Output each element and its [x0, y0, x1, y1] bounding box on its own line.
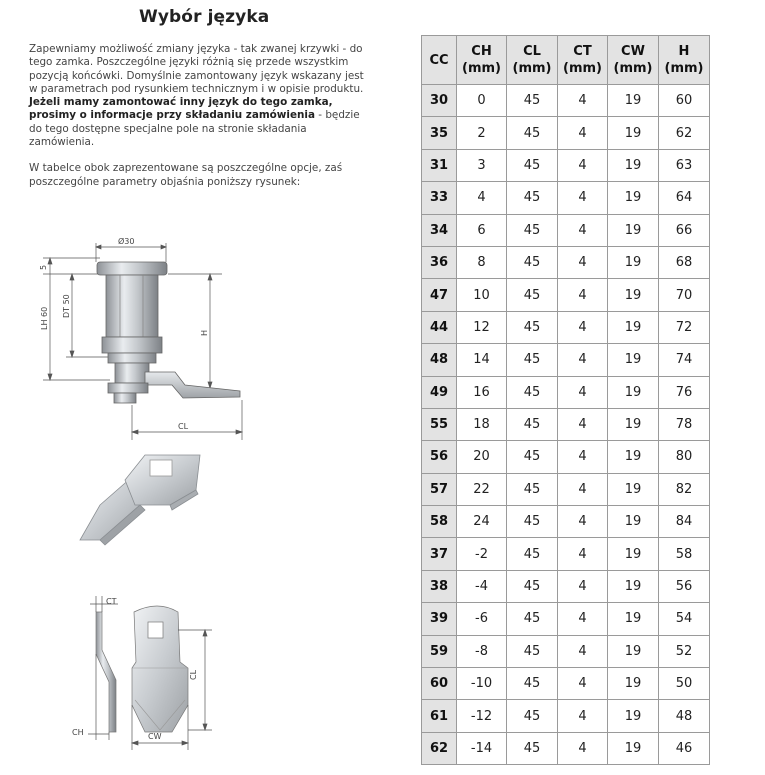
table-cell: 72 — [659, 311, 710, 343]
table-cell: 4 — [558, 441, 608, 473]
table-cell: 19 — [608, 311, 659, 343]
table-cell: 19 — [608, 506, 659, 538]
header-ct: CT (mm) — [558, 36, 608, 85]
table-row — [422, 344, 710, 376]
table-cell: 45 — [507, 635, 558, 667]
table-cell: 44 — [422, 311, 457, 343]
table-cell: 45 — [507, 538, 558, 570]
dim-cl-tongue: CL — [189, 669, 198, 680]
table-cell: 4 — [558, 732, 608, 764]
table-cell: 35 — [422, 117, 457, 149]
table-cell: 4 — [558, 117, 608, 149]
dim-cl: CL — [178, 422, 189, 431]
table-cell: 45 — [507, 668, 558, 700]
table-cell: 19 — [608, 635, 659, 667]
table-cell: 37 — [422, 538, 457, 570]
table-cell: 84 — [659, 506, 710, 538]
header-cw: CW (mm) — [608, 36, 659, 85]
description-text: Zapewniamy możliwość zmiany języka - tak zwanej krzywki - do tego zamka. Poszczególne języki różnią się przede wszystkim pozycją końcówki. Domyślnie zamontowany język wskazany jest w parametrach pod rysunkiem technicznym i w opisie produktu. — [29, 43, 364, 95]
table-cell: 4 — [558, 344, 608, 376]
table-row — [422, 732, 710, 764]
table-cell: 31 — [422, 149, 457, 181]
table-cell: 58 — [659, 538, 710, 570]
table-cell: 19 — [608, 603, 659, 635]
table-cell: 50 — [659, 668, 710, 700]
table-cell: 45 — [507, 311, 558, 343]
cam-lock-body — [97, 262, 240, 403]
table-cell: -12 — [457, 700, 507, 732]
table-cell: 56 — [422, 441, 457, 473]
table-cell: 45 — [507, 246, 558, 278]
table-cell: 70 — [659, 279, 710, 311]
table-cell: 4 — [558, 376, 608, 408]
table-cell: 19 — [608, 246, 659, 278]
table-cell: 39 — [422, 603, 457, 635]
table-row — [422, 506, 710, 538]
table-cell: 16 — [457, 376, 507, 408]
table-cell: 4 — [558, 506, 608, 538]
table-row — [422, 441, 710, 473]
table-cell: 4 — [558, 538, 608, 570]
header-cl: CL (mm) — [507, 36, 558, 85]
table-row — [422, 603, 710, 635]
table-cell: 0 — [457, 85, 507, 117]
table-row — [422, 214, 710, 246]
table-row — [422, 538, 710, 570]
table-cell: 54 — [659, 603, 710, 635]
table-cell: 74 — [659, 344, 710, 376]
dim-ch: CH — [72, 728, 84, 737]
table-cell: 46 — [659, 732, 710, 764]
cam-options-table — [421, 35, 710, 765]
table-row — [422, 668, 710, 700]
table-cell: 38 — [422, 570, 457, 602]
table-cell: 19 — [608, 182, 659, 214]
table-cell: 4 — [558, 570, 608, 602]
table-cell: 18 — [457, 408, 507, 440]
table-row — [422, 149, 710, 181]
table-cell: -14 — [457, 732, 507, 764]
dim-diameter: Ø30 — [118, 237, 135, 246]
table-cell: 20 — [457, 441, 507, 473]
table-cell: 4 — [558, 85, 608, 117]
table-cell: 48 — [659, 700, 710, 732]
table-cell: 62 — [659, 117, 710, 149]
table-cell: 4 — [457, 182, 507, 214]
table-cell: 19 — [608, 441, 659, 473]
table-cell: 8 — [457, 246, 507, 278]
table-cell: 56 — [659, 570, 710, 602]
table-row — [422, 473, 710, 505]
table-cell: 45 — [507, 570, 558, 602]
table-row — [422, 700, 710, 732]
table-cell: 63 — [659, 149, 710, 181]
page-title: Wybór języka — [139, 7, 270, 27]
table-cell: 76 — [659, 376, 710, 408]
table-cell: -8 — [457, 635, 507, 667]
cam-tongue-3d-drawing — [80, 455, 200, 545]
description-paragraph-2: W tabelce obok zaprezentowane są poszczególne opcje, zaś poszczególne parametry objaśnia poniższy rysunek: — [29, 162, 343, 188]
table-cell: 45 — [507, 279, 558, 311]
table-cell: 60 — [659, 85, 710, 117]
table-body — [422, 85, 710, 765]
table-cell: 61 — [422, 700, 457, 732]
table-cell: 4 — [558, 149, 608, 181]
table-cell: 19 — [608, 214, 659, 246]
table-cell: 62 — [422, 732, 457, 764]
table-cell: 66 — [659, 214, 710, 246]
table-cell: 19 — [608, 668, 659, 700]
header-cc: CC — [422, 36, 457, 85]
table-cell: 45 — [507, 506, 558, 538]
table-cell: 45 — [507, 85, 558, 117]
table-cell: 4 — [558, 635, 608, 667]
table-cell: 57 — [422, 473, 457, 505]
table-cell: 58 — [422, 506, 457, 538]
table-cell: 36 — [422, 246, 457, 278]
table-row — [422, 376, 710, 408]
table-cell: 45 — [507, 214, 558, 246]
table-cell: 68 — [659, 246, 710, 278]
table-cell: -2 — [457, 538, 507, 570]
table-cell: 24 — [457, 506, 507, 538]
table-cell: 45 — [507, 700, 558, 732]
dim-h: H — [200, 329, 209, 336]
table-cell: 10 — [457, 279, 507, 311]
table-cell: -4 — [457, 570, 507, 602]
dim-five: 5 — [39, 264, 48, 270]
table-cell: 45 — [507, 117, 558, 149]
table-cell: 4 — [558, 279, 608, 311]
description-bold-text: Jeżeli mamy zamontować inny język do tego zamka, prosimy o informacje przy składaniu zamówienia — [29, 96, 333, 122]
table-cell: 19 — [608, 344, 659, 376]
table-cell: 4 — [558, 182, 608, 214]
table-cell: 3 — [457, 149, 507, 181]
table-cell: 60 — [422, 668, 457, 700]
table-cell: 19 — [608, 85, 659, 117]
table-row — [422, 635, 710, 667]
table-cell: 4 — [558, 668, 608, 700]
table-cell: 45 — [507, 182, 558, 214]
table-cell: 19 — [608, 732, 659, 764]
table-row — [422, 182, 710, 214]
table-cell: 4 — [558, 408, 608, 440]
table-cell: 4 — [558, 603, 608, 635]
table-cell: 19 — [608, 117, 659, 149]
table-cell: 4 — [558, 700, 608, 732]
table-cell: 19 — [608, 149, 659, 181]
table-cell: 47 — [422, 279, 457, 311]
table-row — [422, 408, 710, 440]
table-cell: 19 — [608, 570, 659, 602]
table-cell: 14 — [457, 344, 507, 376]
dim-cw: CW — [148, 732, 162, 741]
table-cell: 45 — [507, 376, 558, 408]
table-cell: 30 — [422, 85, 457, 117]
table-cell: 45 — [507, 408, 558, 440]
table-cell: 2 — [457, 117, 507, 149]
header-ch: CH (mm) — [457, 36, 507, 85]
table-cell: 80 — [659, 441, 710, 473]
table-cell: 6 — [457, 214, 507, 246]
table-cell: 45 — [507, 473, 558, 505]
table-cell: 34 — [422, 214, 457, 246]
table-cell: 19 — [608, 279, 659, 311]
table-cell: 55 — [422, 408, 457, 440]
table-cell: 64 — [659, 182, 710, 214]
table-cell: 12 — [457, 311, 507, 343]
table-cell: 45 — [507, 344, 558, 376]
table-row — [422, 246, 710, 278]
table-cell: 19 — [608, 700, 659, 732]
table-cell: 52 — [659, 635, 710, 667]
description-text-end: - będzie do tego dostępne specjalne pole na stronie składania zamówienia. — [29, 109, 360, 149]
header-h: H (mm) — [659, 36, 710, 85]
table-cell: 19 — [608, 538, 659, 570]
table-cell: 45 — [507, 149, 558, 181]
table-cell: 19 — [608, 473, 659, 505]
table-row — [422, 279, 710, 311]
table-cell: 33 — [422, 182, 457, 214]
table-cell: 4 — [558, 214, 608, 246]
table-row — [422, 85, 710, 117]
table-cell: 4 — [558, 473, 608, 505]
dim-dt: DT 50 — [62, 294, 71, 318]
table-row — [422, 117, 710, 149]
dim-ct: CT — [106, 597, 117, 606]
table-row — [422, 311, 710, 343]
table-cell: 22 — [457, 473, 507, 505]
table-row — [422, 570, 710, 602]
table-cell: 19 — [608, 408, 659, 440]
table-header-row — [422, 36, 710, 85]
table-cell: -10 — [457, 668, 507, 700]
table-cell: 4 — [558, 311, 608, 343]
table-cell: -6 — [457, 603, 507, 635]
table-cell: 4 — [558, 246, 608, 278]
table-cell: 19 — [608, 376, 659, 408]
table-cell: 59 — [422, 635, 457, 667]
table-cell: 82 — [659, 473, 710, 505]
table-cell: 45 — [507, 441, 558, 473]
table-cell: 49 — [422, 376, 457, 408]
cam-dimension-drawing — [96, 606, 188, 732]
table-cell: 45 — [507, 603, 558, 635]
table-cell: 78 — [659, 408, 710, 440]
dim-lh: LH 60 — [40, 306, 49, 330]
table-cell: 45 — [507, 732, 558, 764]
table-cell: 48 — [422, 344, 457, 376]
